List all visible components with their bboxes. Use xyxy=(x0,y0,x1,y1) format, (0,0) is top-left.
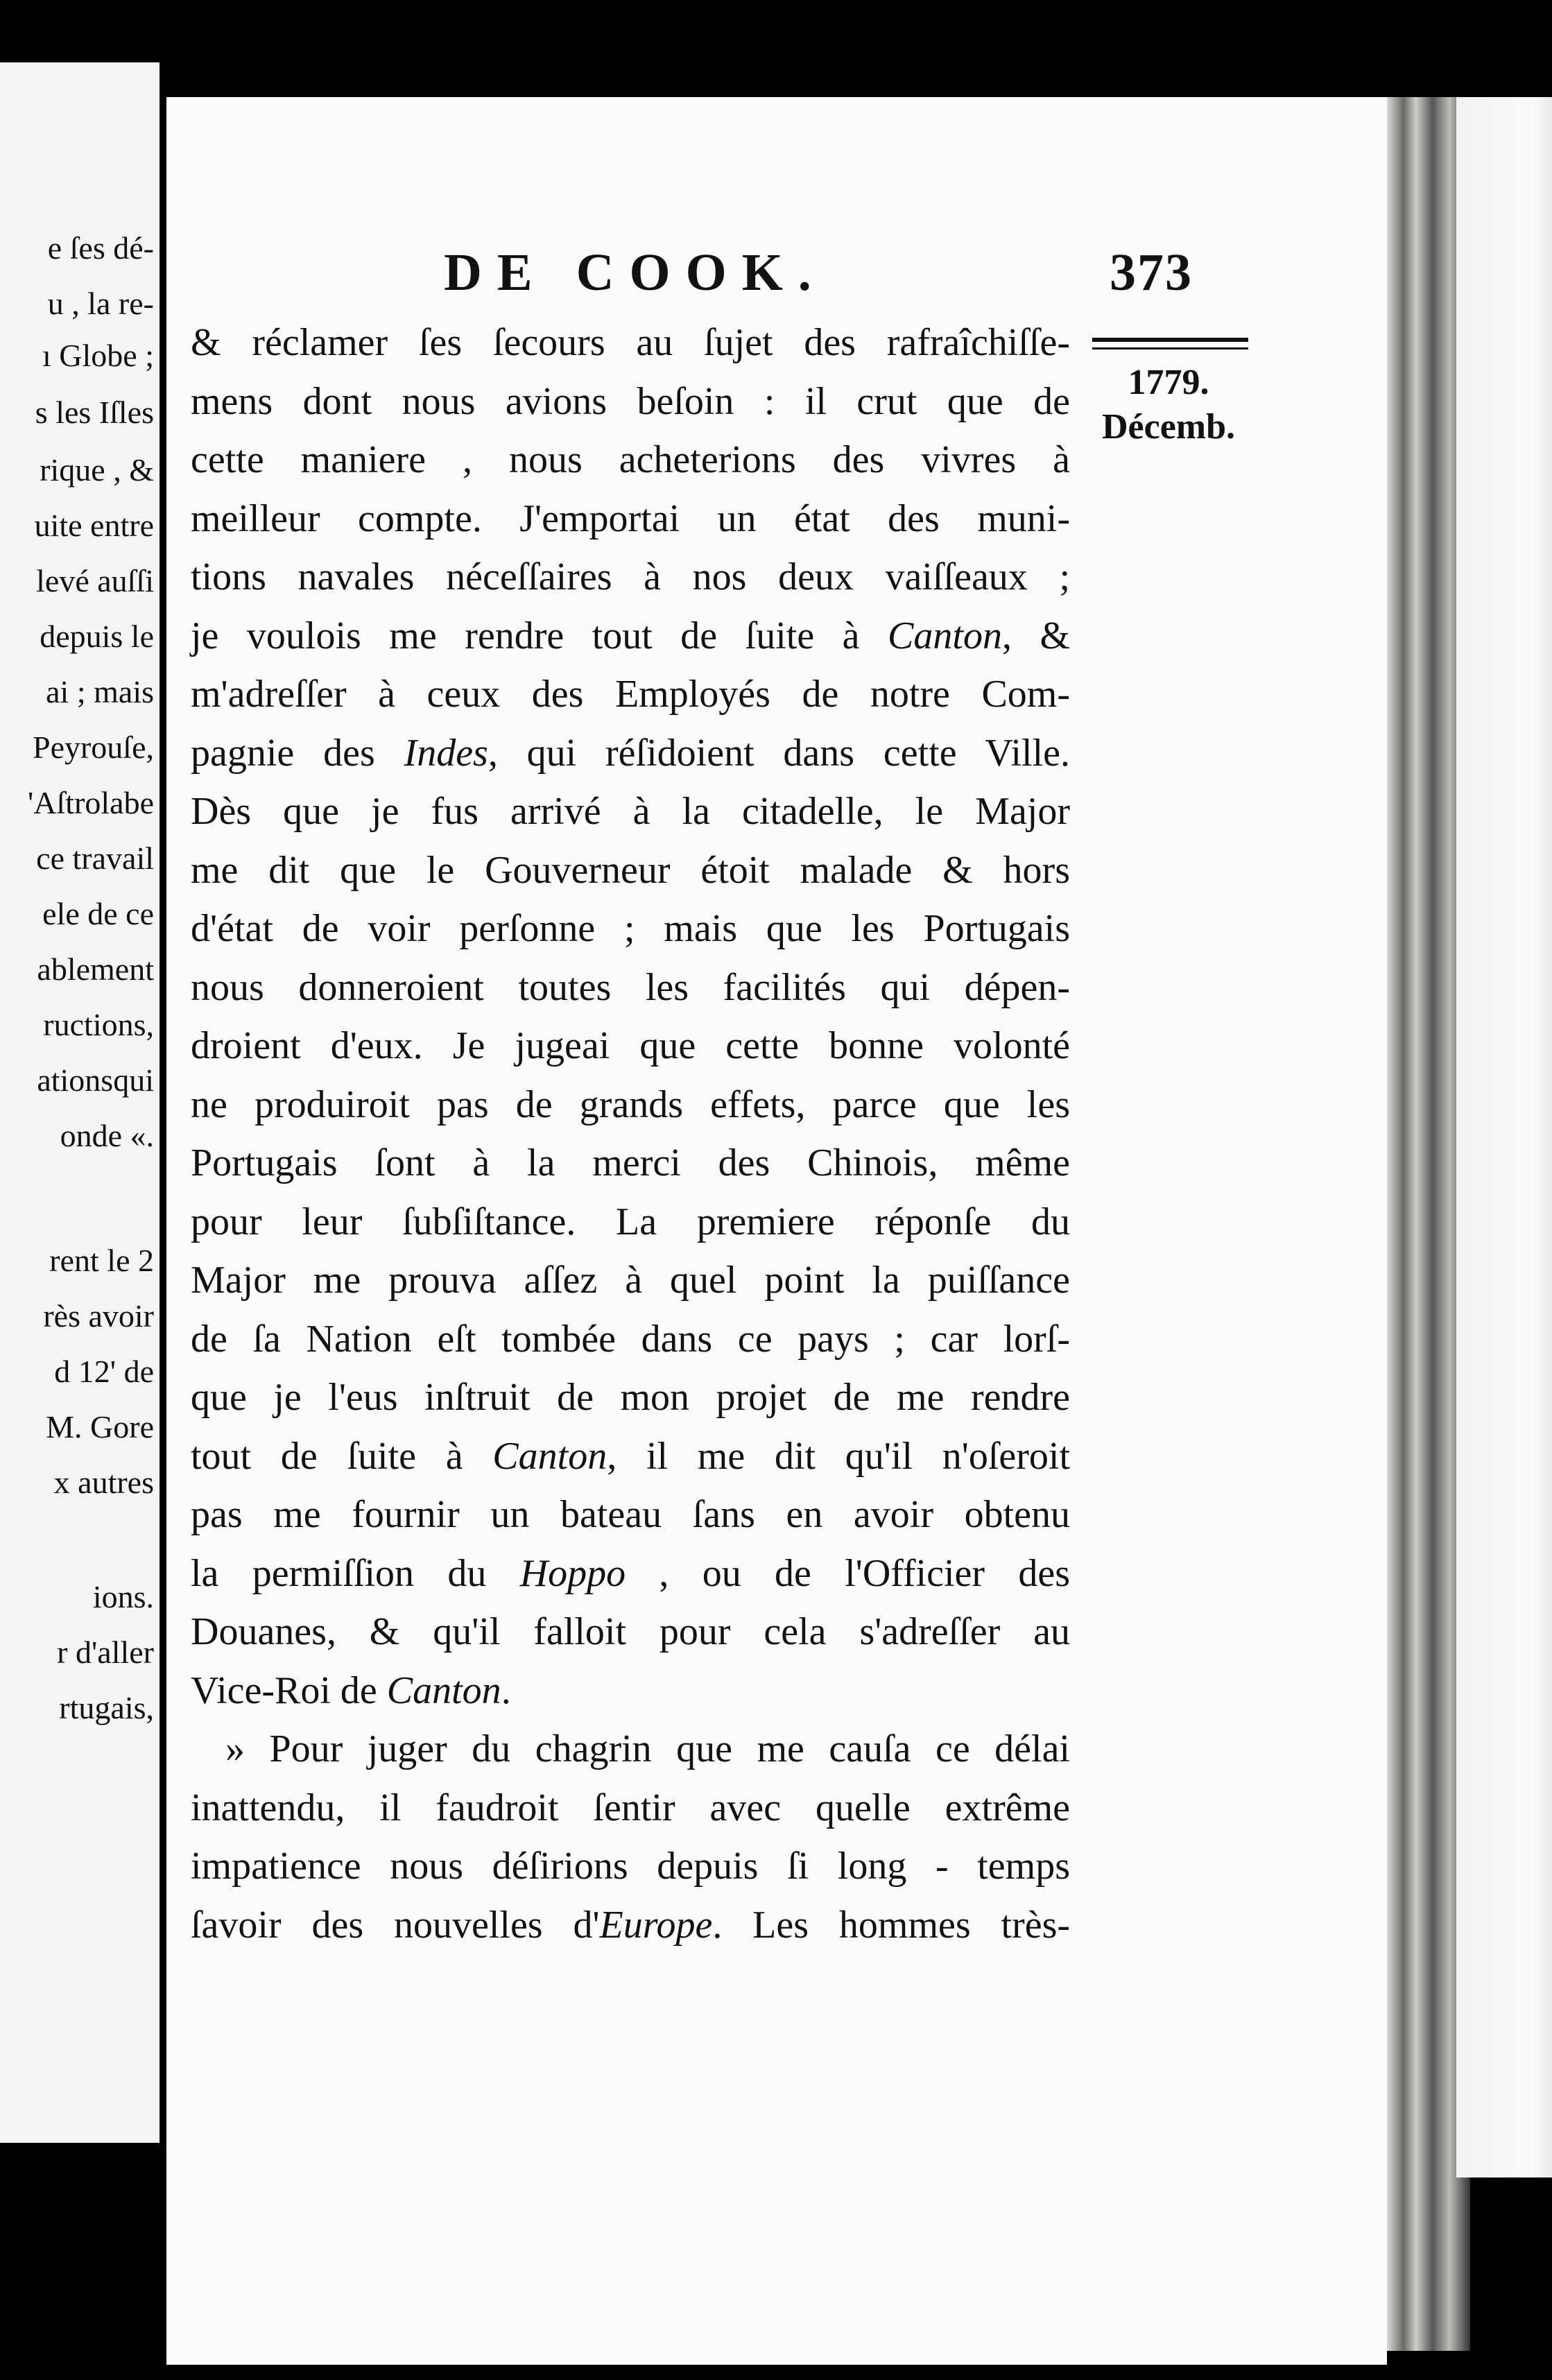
facing-page-line: levé auſſi xyxy=(36,563,154,598)
text-line: pas me fournir un bateau ſans en avoir obtenu xyxy=(191,1493,1070,1536)
text-line: nous donneroient toutes les facilités qui dépen- xyxy=(191,965,1070,1009)
text-line: pagnie des Indes, qui réſidoient dans cette Ville. xyxy=(191,731,1070,775)
facing-page-line: Peyrouſe, xyxy=(32,730,154,765)
text-line: Major me prouva aſſez à quel point la puiſſance xyxy=(191,1259,1070,1302)
facing-page-line: M. Gore xyxy=(46,1409,154,1445)
facing-page-line: e ſes dé- xyxy=(47,230,154,266)
text-line: inattendu, il faudroit ſentir avec quelle extrême xyxy=(191,1786,1070,1829)
text-line: droient d'eux. Je jugeai que cette bonne volonté xyxy=(191,1024,1070,1067)
text-line: que je l'eus inſtruit de mon projet de me rendre xyxy=(191,1376,1070,1419)
facing-page-line: s les Iſles xyxy=(35,395,154,430)
text-line: pour leur ſubſiſtance. La premiere réponſe du xyxy=(191,1200,1070,1243)
page-edge-outer xyxy=(1456,97,1552,2178)
text-line: » Pour juger du chagrin que me cauſa ce délai xyxy=(225,1727,1070,1770)
text-line: & réclamer ſes ſecours au ſujet des rafraîchiſſe- xyxy=(191,321,1070,364)
text-line: d'état de voir perſonne ; mais que les Portugais xyxy=(191,907,1070,950)
facing-page-line: ructions, xyxy=(43,1007,154,1042)
margin-date-note xyxy=(1085,361,1252,449)
facing-page-line: ce travail xyxy=(36,840,154,876)
facing-page-line: d 12' de xyxy=(54,1354,154,1389)
text-line: Douanes, & qu'il falloit pour cela s'adreſſer au xyxy=(191,1610,1070,1653)
facing-page-line: uite entre xyxy=(34,508,154,543)
margin-rule-top xyxy=(1092,338,1248,342)
facing-page-line: ablement xyxy=(37,951,154,987)
facing-page xyxy=(0,62,159,2143)
running-title: DE COOK. xyxy=(444,243,827,302)
text-line: de ſa Nation eſt tombée dans ce pays ; car lorſ- xyxy=(191,1317,1070,1361)
text-line: ne produiroit pas de grands effets, parce que les xyxy=(191,1083,1070,1126)
facing-page-line: rès avoir xyxy=(43,1298,154,1334)
text-line: me dit que le Gouverneur étoit malade & hors xyxy=(191,848,1070,892)
text-line: meilleur compte. J'emportai un état des muni- xyxy=(191,497,1070,540)
margin-rule-bottom xyxy=(1092,347,1248,350)
facing-page-line: ele de ce xyxy=(42,896,154,931)
page-header xyxy=(444,243,1193,302)
text-line: impatience nous déſirions depuis ſi long - temps xyxy=(191,1845,1070,1888)
text-line: m'adreſſer à ceux des Employés de notre Com- xyxy=(191,673,1070,716)
facing-page-line: ai ; mais xyxy=(46,674,154,709)
facing-page-line: rtugais, xyxy=(59,1690,154,1725)
text-line: tions navales néceſſaires à nos deux vaiſſeaux ; xyxy=(191,555,1070,598)
facing-page-line: ationsqui xyxy=(37,1062,154,1098)
text-line: tout de ſuite à Canton, il me dit qu'il n'oſeroit xyxy=(191,1434,1071,1478)
text-line: Vice-Roi de Canton. xyxy=(191,1668,511,1712)
text-line: je voulois me rendre tout de ſuite à Canton, & xyxy=(191,614,1071,657)
facing-page-line: 'Aſtrolabe xyxy=(27,785,154,820)
facing-page-line: u , la re- xyxy=(47,286,154,321)
page-number: 373 xyxy=(1110,243,1193,302)
text-line: Dès que je fus arrivé à la citadelle, le Major xyxy=(191,790,1070,833)
facing-page-line: r d'aller xyxy=(57,1635,154,1670)
facing-page-line: ı Globe ; xyxy=(42,338,154,373)
text-line: cette maniere , nous acheterions des vivres à xyxy=(191,438,1070,481)
facing-page-line: ions. xyxy=(92,1579,154,1614)
margin-month: Décemb. xyxy=(1101,407,1236,447)
text-line: mens dont nous avions beſoin : il crut que de xyxy=(191,379,1070,423)
margin-year: 1779. xyxy=(1128,363,1209,402)
facing-page-line: depuis le xyxy=(40,619,154,654)
facing-page-line: rent le 2 xyxy=(49,1243,154,1278)
text-line: ſavoir des nouvelles d'Europe. Les hommes très- xyxy=(191,1903,1071,1947)
facing-page-line: x autres xyxy=(53,1465,154,1500)
facing-page-line: rique , & xyxy=(40,452,154,488)
body-text xyxy=(191,313,1070,1954)
text-line: Portugais ſont à la merci des Chinois, même xyxy=(191,1141,1070,1184)
facing-page-line: onde «. xyxy=(60,1118,154,1153)
text-line: la permiſſion du Hoppo , ou de l'Officier des xyxy=(191,1551,1070,1595)
